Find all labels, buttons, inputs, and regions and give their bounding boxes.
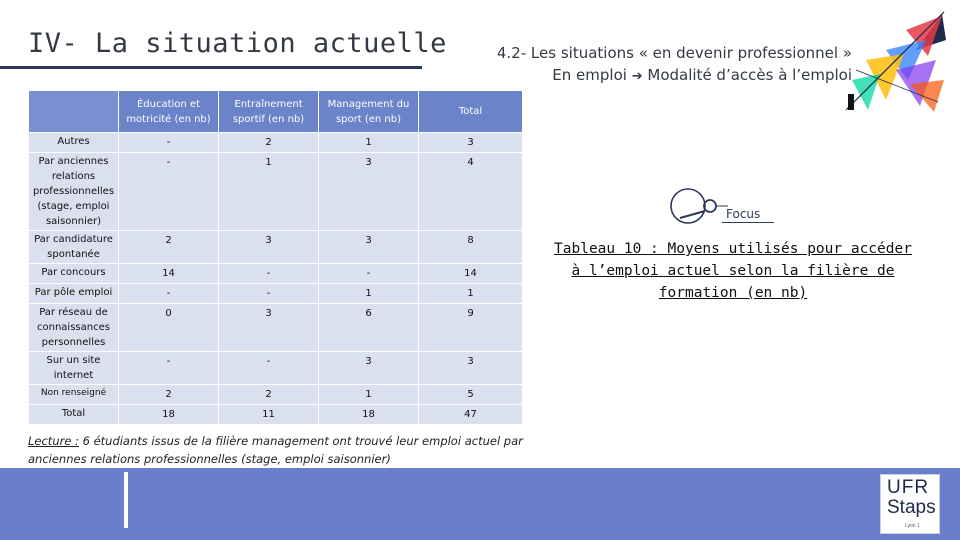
table-cell: 3 bbox=[219, 304, 319, 352]
table-cell: 14 bbox=[419, 264, 523, 284]
table-cell: 18 bbox=[319, 405, 419, 425]
logo-line-2: Staps bbox=[887, 497, 936, 518]
subtitle-line-2-end: Modalité d’accès à l’emploi bbox=[647, 66, 852, 84]
row-label: Autres bbox=[29, 133, 119, 153]
slide-title: IV- La situation actuelle bbox=[28, 28, 447, 59]
subtitle-line-1: 4.2- Les situations « en devenir professionnel » bbox=[496, 44, 852, 62]
focus-underline bbox=[722, 222, 774, 223]
subtitle-line-2-start: En emploi bbox=[552, 66, 627, 84]
table-cell: 2 bbox=[119, 231, 219, 264]
logo-line-1: UFR bbox=[887, 477, 930, 498]
decorative-corner-art bbox=[846, 10, 946, 112]
row-label: Total bbox=[29, 405, 119, 425]
table-cell: 3 bbox=[319, 352, 419, 385]
magnifier-icon bbox=[666, 186, 728, 226]
table-cell: 18 bbox=[119, 405, 219, 425]
header-entrainement: Entraînement sportif (en nb) bbox=[219, 91, 319, 133]
table-cell: 47 bbox=[419, 405, 523, 425]
table-cell: 1 bbox=[319, 133, 419, 153]
table-cell: - bbox=[119, 153, 219, 231]
row-label: Sur un site internet bbox=[29, 352, 119, 385]
footer-divider bbox=[124, 472, 128, 528]
ufr-staps-logo bbox=[880, 474, 940, 534]
table-cell: 4 bbox=[419, 153, 523, 231]
table-cell: 2 bbox=[219, 133, 319, 153]
table-cell: - bbox=[219, 284, 319, 304]
table-cell: 3 bbox=[419, 133, 523, 153]
table-row bbox=[29, 352, 523, 385]
row-label: Par anciennes relations professionnelles (stage, emploi saisonnier) bbox=[29, 153, 119, 231]
header-management: Management du sport (en nb) bbox=[319, 91, 419, 133]
row-label: Par candidature spontanée bbox=[29, 231, 119, 264]
table-cell: - bbox=[119, 284, 219, 304]
footer-bar bbox=[0, 468, 960, 540]
table-cell: 0 bbox=[119, 304, 219, 352]
table-cell: 2 bbox=[219, 385, 319, 405]
table-cell: 14 bbox=[119, 264, 219, 284]
table-cell: 3 bbox=[319, 153, 419, 231]
table-cell: - bbox=[319, 264, 419, 284]
table-total-row bbox=[29, 405, 523, 425]
table-row bbox=[29, 231, 523, 264]
access-modes-table bbox=[28, 90, 523, 425]
table-cell: 2 bbox=[119, 385, 219, 405]
table-row bbox=[29, 304, 523, 352]
table-cell: 3 bbox=[419, 352, 523, 385]
right-arrow-icon: ➔ bbox=[631, 69, 643, 84]
focus-label: Focus bbox=[726, 207, 761, 221]
subtitle-line-2 bbox=[497, 64, 852, 88]
table-header-row bbox=[29, 91, 523, 133]
table-cell: 11 bbox=[219, 405, 319, 425]
table-cell: - bbox=[219, 264, 319, 284]
header-education: Éducation et motricité (en nb) bbox=[119, 91, 219, 133]
table-cell: 1 bbox=[319, 284, 419, 304]
section-subtitle bbox=[497, 42, 852, 88]
row-label: Par pôle emploi bbox=[29, 284, 119, 304]
table-row bbox=[29, 385, 523, 405]
table-cell: 5 bbox=[419, 385, 523, 405]
table-cell: 1 bbox=[419, 284, 523, 304]
table-cell: 1 bbox=[219, 153, 319, 231]
table-cell: 8 bbox=[419, 231, 523, 264]
table-cell: 1 bbox=[319, 385, 419, 405]
table-cell: 9 bbox=[419, 304, 523, 352]
table-cell: - bbox=[219, 352, 319, 385]
table-cell: 6 bbox=[319, 304, 419, 352]
table-cell: - bbox=[119, 352, 219, 385]
reading-note-lead: Lecture : bbox=[28, 434, 79, 448]
table-row bbox=[29, 284, 523, 304]
header-corner bbox=[29, 91, 119, 133]
row-label: Par concours bbox=[29, 264, 119, 284]
reading-note-text: 6 étudiants issus de la filière management ont trouvé leur emploi actuel par anciennes relations professionnelles (stage, emploi saisonnier) bbox=[28, 434, 523, 466]
row-label: Non renseigné bbox=[29, 385, 119, 405]
table-cell: 3 bbox=[319, 231, 419, 264]
table-cell: 3 bbox=[219, 231, 319, 264]
table-caption: Tableau 10 : Moyens utilisés pour accéder à l’emploi actuel selon la filière de formation (en nb) bbox=[554, 241, 912, 301]
header-total: Total bbox=[419, 91, 523, 133]
row-label: Par réseau de connaissances personnelles bbox=[29, 304, 119, 352]
table-cell: - bbox=[119, 133, 219, 153]
title-underline bbox=[0, 66, 422, 69]
table-row bbox=[29, 264, 523, 284]
reading-note bbox=[28, 432, 528, 468]
table-row bbox=[29, 133, 523, 153]
table-row bbox=[29, 153, 523, 231]
logo-line-3: Lyon 1 bbox=[905, 523, 920, 529]
